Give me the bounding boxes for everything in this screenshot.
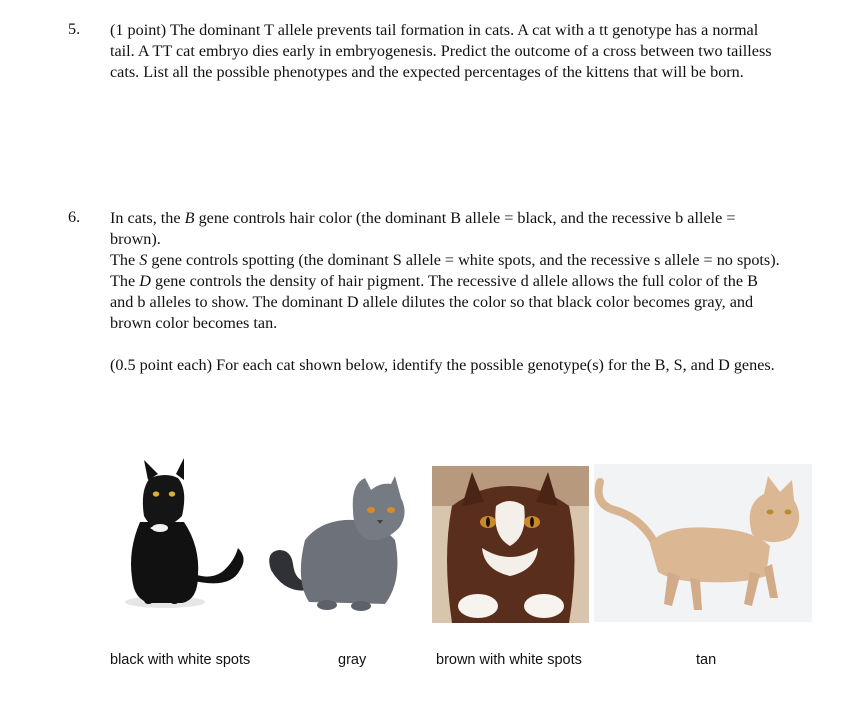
question-5-text xyxy=(110,20,782,83)
gray-cat-photo xyxy=(265,470,425,620)
caption-gray: gray xyxy=(338,652,367,668)
d-gene-pre: The xyxy=(110,272,140,290)
brown-white-cat-icon xyxy=(432,466,589,623)
s-gene-post: gene controls spotting (the dominant S allele = white spots, and the recessive s allele = no spots). xyxy=(147,251,780,269)
question-6-text xyxy=(110,208,782,376)
b-gene-pre: In cats, the xyxy=(110,209,185,227)
caption-brown-white-spots: brown with white spots xyxy=(436,652,582,668)
s-gene-paragraph xyxy=(110,250,782,271)
instruction-paragraph: (0.5 point each) For each cat shown below, identify the possible genotype(s) for the B, S, and D genes. xyxy=(110,356,775,374)
b-gene-paragraph xyxy=(110,208,782,250)
tan-cat-photo xyxy=(594,464,812,622)
gray-cat-icon xyxy=(265,470,425,620)
brown-white-cat-photo xyxy=(432,466,589,623)
s-gene-pre: The xyxy=(110,251,140,269)
question-5-number: 5. xyxy=(68,20,81,38)
b-gene-post: gene controls hair color (the dominant B allele = black, and the recessive b allele = brown). xyxy=(110,209,736,248)
black-cat-icon xyxy=(110,450,260,620)
b-gene-symbol: B xyxy=(184,209,195,227)
black-cat-photo xyxy=(110,450,260,620)
question-5-body: (1 point) The dominant T allele prevents tail formation in cats. A cat with a tt genotype has a normal tail. A TT cat embryo dies early in embryogenesis. Predict the outcome of a cross between two tailless cats. List all the possible phenotypes and the expected percentages of the kittens that will be born. xyxy=(110,21,772,81)
tan-cat-icon xyxy=(594,464,812,622)
caption-black-white-spots: black with white spots xyxy=(110,652,251,668)
s-gene-symbol: S xyxy=(139,251,148,269)
d-gene-post: gene controls the density of hair pigment. The recessive d allele allows the full color of the B and b alleles to show. The dominant D allele dilutes the color so that black color becomes gray, and brown color becomes tan. xyxy=(110,272,758,332)
d-gene-paragraph xyxy=(110,271,782,334)
d-gene-symbol: D xyxy=(139,272,151,290)
caption-tan: tan xyxy=(696,652,717,668)
question-6-number: 6. xyxy=(68,208,81,226)
